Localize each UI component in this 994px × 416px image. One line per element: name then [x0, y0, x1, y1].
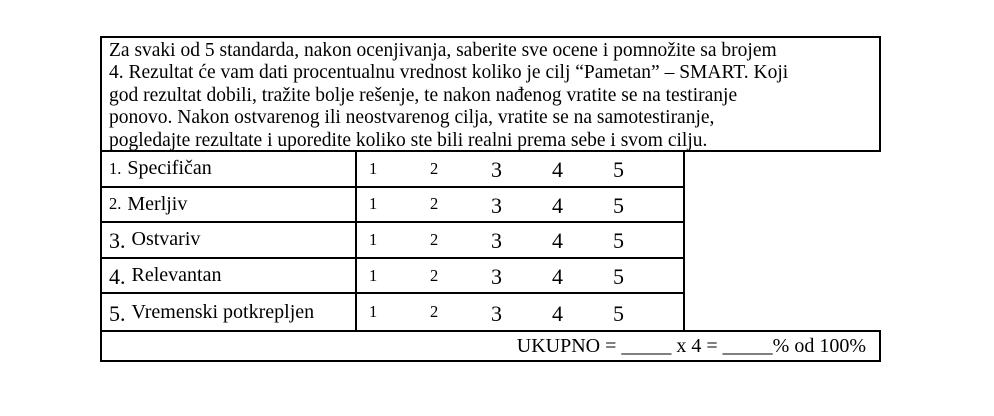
- smart-criteria-table: [100, 152, 685, 330]
- criterion-label: Vremenski potkrepljen: [131, 300, 315, 323]
- table-row: [102, 259, 683, 295]
- score-option: 4: [552, 264, 563, 290]
- score-option: 2: [430, 194, 439, 214]
- score-option: 2: [430, 158, 439, 178]
- instruction-line: 4. Rezultat će vam dati procentualnu vrednost koliko je cilj “Pametan” – SMART. Koji: [109, 62, 789, 84]
- scores-cell: [357, 294, 683, 330]
- instruction-line: ponovo. Nakon ostvarenog ili neostvarenog cilja, vratite se na samotestiranje,: [109, 107, 715, 129]
- score-option: 5: [613, 228, 624, 254]
- score-option: 4: [552, 192, 563, 218]
- table-row: [102, 294, 683, 330]
- score-option: 5: [613, 300, 624, 326]
- criterion-label: Ostvariv: [131, 228, 201, 251]
- score-option: 4: [552, 228, 563, 254]
- criterion-number: 3.: [109, 228, 126, 254]
- score-option: 1: [369, 265, 378, 285]
- score-option: 3: [491, 300, 502, 326]
- score-option: 1: [369, 194, 378, 214]
- criterion-cell: [102, 223, 357, 257]
- score-option: 2: [430, 229, 439, 249]
- score-option: 5: [613, 264, 624, 290]
- criterion-number: 4.: [109, 264, 126, 290]
- criterion-number: 2.: [109, 194, 122, 214]
- score-option: 5: [613, 192, 624, 218]
- score-option: 1: [369, 158, 378, 178]
- criterion-label: Merljiv: [127, 192, 188, 215]
- table-row: [102, 152, 683, 188]
- criterion-cell: [102, 152, 357, 186]
- score-option: 3: [491, 264, 502, 290]
- score-option: 3: [491, 192, 502, 218]
- criterion-cell: [102, 294, 357, 330]
- scores-cell: [357, 223, 683, 257]
- total-row: [100, 330, 881, 362]
- score-option: 4: [552, 157, 563, 183]
- instruction-line: pogledajte rezultate i uporedite koliko ste bili realni prema sebe i svom cilju.: [109, 129, 708, 151]
- instruction-line: god rezultat dobili, tražite bolje rešenje, te nakon nađenog vratite se na testiranje: [109, 84, 738, 106]
- table-row: [102, 223, 683, 259]
- score-option: 1: [369, 229, 378, 249]
- total-label: UKUPNO = _____ x 4 = _____% od 100%: [516, 334, 866, 357]
- criterion-label: Specifičan: [127, 157, 212, 180]
- criterion-label: Relevantan: [131, 264, 222, 287]
- score-option: 2: [430, 302, 439, 322]
- instructions-box: [100, 36, 881, 152]
- criterion-cell: [102, 188, 357, 222]
- table-row: [102, 188, 683, 224]
- criterion-number: 5.: [109, 300, 126, 326]
- criterion-number: 1.: [109, 158, 122, 178]
- score-option: 1: [369, 302, 378, 322]
- score-option: 4: [552, 300, 563, 326]
- score-option: 3: [491, 157, 502, 183]
- instruction-line: Za svaki od 5 standarda, nakon ocenjivanja, saberite sve ocene i pomnožite sa brojem: [109, 40, 777, 61]
- scores-cell: [357, 188, 683, 222]
- score-option: 5: [613, 157, 624, 183]
- score-option: 2: [430, 265, 439, 285]
- score-option: 3: [491, 228, 502, 254]
- scores-cell: [357, 259, 683, 293]
- scores-cell: [357, 152, 683, 186]
- criterion-cell: [102, 259, 357, 293]
